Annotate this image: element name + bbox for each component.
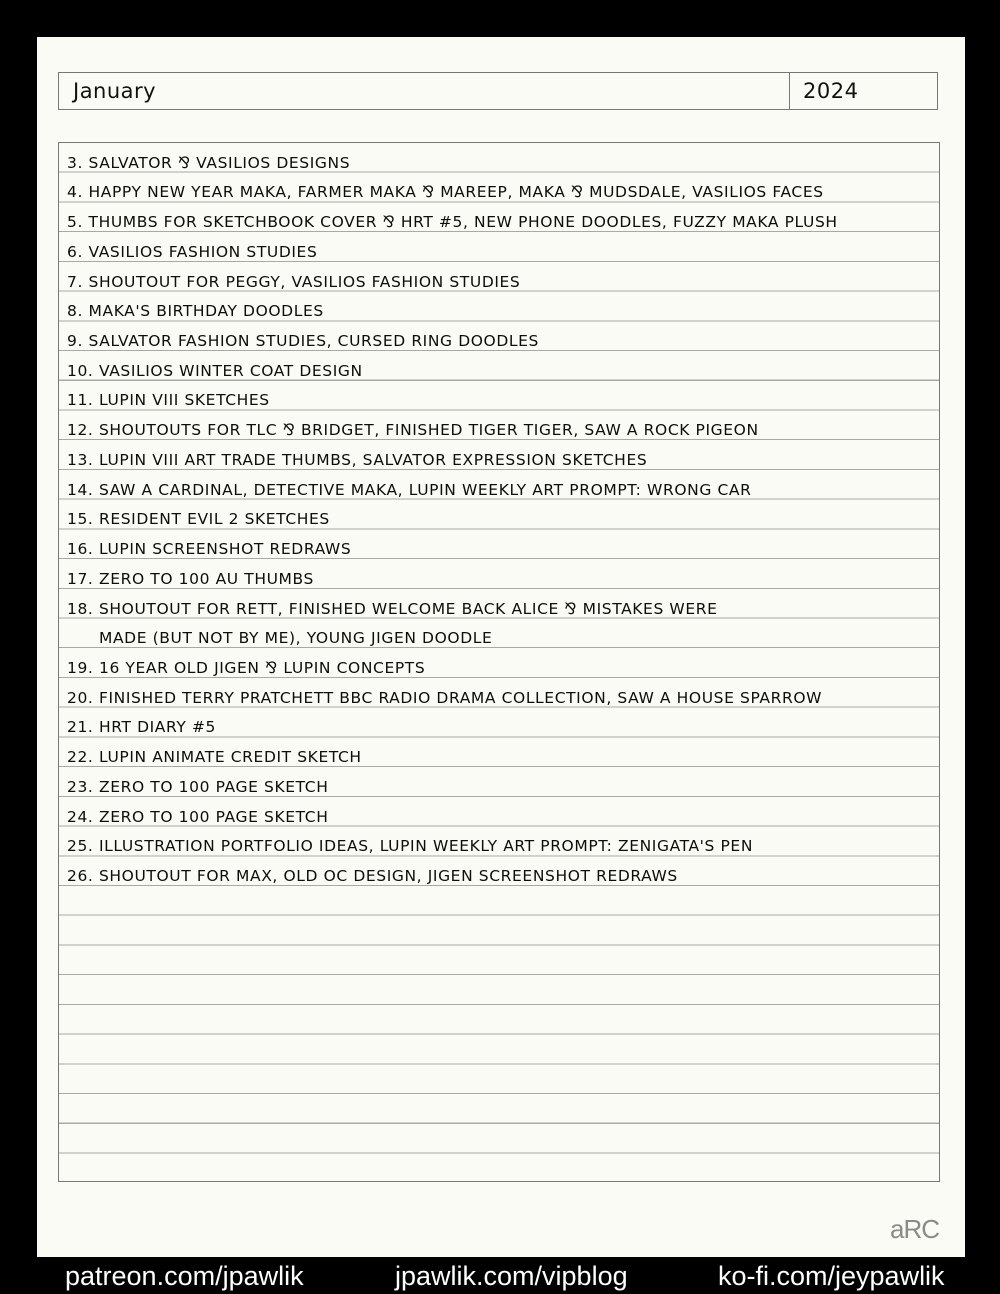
- journal-entry: 4. HAPPY NEW YEAR MAKA, FARMER MAKA ⅋ MAREEP, MAKA ⅋ MUDSDALE, VASILIOS FACES: [67, 183, 824, 202]
- journal-entry: 25. ILLUSTRATION PORTFOLIO IDEAS, LUPIN WEEKLY ART PROMPT: ZENIGATA'S PEN: [67, 837, 754, 856]
- journal-entry: 20. FINISHED TERRY PRATCHETT BBC RADIO DRAMA COLLECTION, SAW A HOUSE SPARROW: [67, 688, 823, 707]
- journal-entry: 22. LUPIN ANIMATE CREDIT SKETCH: [67, 748, 362, 767]
- journal-entry: 15. RESIDENT EVIL 2 SKETCHES: [67, 510, 330, 529]
- journal-entry: 11. LUPIN VIII SKETCHES: [67, 391, 270, 410]
- journal-entry: 24. ZERO TO 100 PAGE SKETCH: [67, 807, 329, 826]
- journal-entry: 7. SHOUTOUT FOR PEGGY, VASILIOS FASHION STUDIES: [67, 272, 521, 291]
- lined-entry-area: [58, 142, 940, 1182]
- arc-logo: aRC: [889, 1214, 939, 1244]
- journal-entry: 12. SHOUTOUTS FOR TLC ⅋ BRIDGET, FINISHED TIGER TIGER, SAW A ROCK PIGEON: [67, 421, 759, 440]
- journal-entry: 6. VASILIOS FASHION STUDIES: [67, 242, 318, 261]
- year-label: 2024: [803, 79, 859, 103]
- journal-entry: 10. VASILIOS WINTER COAT DESIGN: [67, 361, 363, 380]
- footer-kofi-link[interactable]: ko-fi.com/jeypawlik: [718, 1261, 945, 1291]
- header-divider: [789, 73, 790, 109]
- journal-entry: 9. SALVATOR FASHION STUDIES, CURSED RING DOODLES: [67, 332, 539, 351]
- journal-entry: 18. SHOUTOUT FOR RETT, FINISHED WELCOME BACK ALICE ⅋ MISTAKES WERE: [67, 599, 718, 618]
- journal-entry: 19. 16 YEAR OLD JIGEN ⅋ LUPIN CONCEPTS: [67, 658, 426, 677]
- journal-entry: MADE (BUT NOT BY ME), YOUNG JIGEN DOODLE: [99, 629, 493, 648]
- journal-entry: 21. HRT DIARY #5: [67, 718, 217, 737]
- journal-entry: 26. SHOUTOUT FOR MAX, OLD OC DESIGN, JIGEN SCREENSHOT REDRAWS: [67, 866, 678, 885]
- journal-page: [37, 37, 965, 1257]
- journal-entry: 3. SALVATOR ⅋ VASILIOS DESIGNS: [67, 153, 351, 172]
- journal-entry: 8. MAKA'S BIRTHDAY DOODLES: [67, 302, 324, 321]
- journal-entry: 14. SAW A CARDINAL, DETECTIVE MAKA, LUPIN WEEKLY ART PROMPT: WRONG CAR: [67, 480, 752, 499]
- header-box: [58, 72, 938, 110]
- footer-patreon-link[interactable]: patreon.com/jpawlik: [65, 1261, 304, 1291]
- footer-blog-link[interactable]: jpawlik.com/vipblog: [395, 1261, 628, 1291]
- journal-entry: 5. THUMBS FOR SKETCHBOOK COVER ⅋ HRT #5, NEW PHONE DOODLES, FUZZY MAKA PLUSH: [67, 213, 838, 232]
- journal-entry: 17. ZERO TO 100 AU THUMBS: [67, 569, 314, 588]
- month-label: January: [73, 79, 157, 103]
- journal-entry: 23. ZERO TO 100 PAGE SKETCH: [67, 777, 329, 796]
- journal-entry: 16. LUPIN SCREENSHOT REDRAWS: [67, 540, 352, 559]
- journal-entry: 13. LUPIN VIII ART TRADE THUMBS, SALVATOR EXPRESSION SKETCHES: [67, 450, 648, 469]
